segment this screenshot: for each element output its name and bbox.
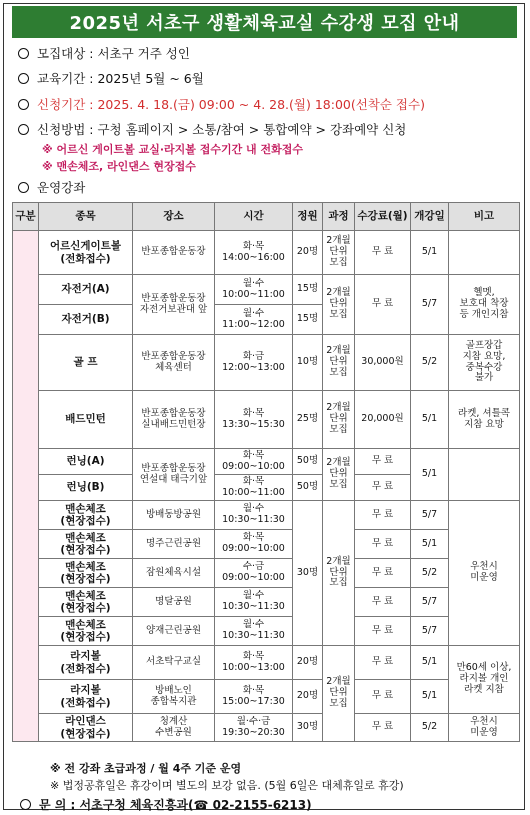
info-method: 신청방법 : 구청 홈페이지 > 소통/참여 > 통합예약 > 강좌예약 신청 [18, 120, 406, 138]
cell: 5/2 [411, 714, 449, 742]
cell: 20명 [293, 680, 323, 714]
table-row [13, 714, 520, 742]
cell: 자전거(B) [39, 305, 133, 335]
cell: 서초탁구교실 [133, 646, 215, 680]
col-header: 수강료(월) [355, 203, 411, 231]
cell: 반포종합운동장 [133, 231, 215, 275]
cell: 10명 [293, 335, 323, 391]
cell: 5/1 [411, 646, 449, 680]
table-row [13, 559, 520, 588]
cell: 5/1 [411, 530, 449, 559]
cell: 5/2 [411, 559, 449, 588]
cell: 배드민턴 [39, 391, 133, 449]
footer-note-holiday: ※ 법정공휴일은 휴강이며 별도의 보강 없음. (5월 6일은 대체휴일로 휴강) [50, 779, 404, 792]
cell: 양재근린공원 [133, 617, 215, 646]
category-cell [13, 231, 39, 742]
cell: 라인댄스 (현장접수) [39, 714, 133, 742]
cell: 잠원체육시설 [133, 559, 215, 588]
cell: 무 료 [355, 617, 411, 646]
circle-bullet-icon [18, 99, 29, 110]
cell: 월·수 10:30~11:30 [215, 588, 293, 617]
cell: 월·수 10:00~11:00 [215, 275, 293, 305]
cell: 5/1 [411, 449, 449, 501]
cell: 반포종합운동장 자전거보관대 앞 [133, 275, 215, 335]
cell: 화·목 14:00~16:00 [215, 231, 293, 275]
cell: 라지볼 (전화접수) [39, 680, 133, 714]
circle-bullet-icon [18, 124, 29, 135]
cell: 무 료 [355, 714, 411, 742]
page-title: 2025년 서초구 생활체육교실 수강생 모집 안내 [12, 6, 517, 38]
table-row [13, 449, 520, 475]
cell: 청계산 수변공원 [133, 714, 215, 742]
contact-info: 문 의 : 서초구청 체육진흥과(☎ 02-2155-6213) [20, 796, 312, 813]
col-header: 과정 [323, 203, 355, 231]
course-table [12, 202, 520, 742]
cell: 무 료 [355, 646, 411, 680]
footer-note-course: ※ 전 강좌 초급과정 / 월 4주 기준 운영 [50, 762, 242, 775]
cell: 맨손체조 (현장접수) [39, 501, 133, 530]
table-row [13, 588, 520, 617]
cell: 50명 [293, 475, 323, 501]
info-note-onsite: ※ 맨손체조, 라인댄스 현장접수 [42, 160, 196, 173]
cell: 20명 [293, 231, 323, 275]
table-row [13, 501, 520, 530]
cell: 30명 [293, 714, 323, 742]
col-header: 비고 [449, 203, 520, 231]
cell: 5/7 [411, 501, 449, 530]
cell: 25명 [293, 391, 323, 449]
cell: 무 료 [355, 231, 411, 275]
info-target: 모집대상 : 서초구 거주 성인 [18, 44, 190, 62]
cell: 맨손체조 (현장접수) [39, 617, 133, 646]
cell: 무 료 [355, 588, 411, 617]
cell: 5/7 [411, 588, 449, 617]
cell: 30,000원 [355, 335, 411, 391]
info-note-phone: ※ 어르신 게이트볼 교실·라지볼 접수기간 내 전화접수 [42, 143, 303, 156]
cell: 2개월 단위 모집 [323, 231, 355, 275]
info-apply-period: 신청기간 : 2025. 4. 18.(금) 09:00 ~ 4. 28.(월) 18:00(선착순 접수) [18, 95, 425, 113]
cell: 2개월 단위 모집 [323, 391, 355, 449]
table-row [13, 680, 520, 714]
cell: 5/7 [411, 275, 449, 335]
cell: 무 료 [355, 449, 411, 475]
cell: 2개월 단위 모집 [323, 646, 355, 742]
col-header: 종목 [39, 203, 133, 231]
cell: 우천시 미운영 [449, 501, 520, 646]
col-header: 구분 [13, 203, 39, 231]
col-header: 시간 [215, 203, 293, 231]
cell: 무 료 [355, 530, 411, 559]
info-courses: 운영강좌 [18, 178, 85, 196]
cell: 명달공원 [133, 588, 215, 617]
cell: 월·수·금 19:30~20:30 [215, 714, 293, 742]
cell: 라지볼 (전화접수) [39, 646, 133, 680]
cell: 5/7 [411, 617, 449, 646]
cell: 무 료 [355, 680, 411, 714]
cell: 헬멧, 보호대 착장 등 개인지참 [449, 275, 520, 335]
cell: 2개월 단위 모집 [323, 275, 355, 335]
cell: 월·수 10:30~11:30 [215, 617, 293, 646]
cell: 맨손체조 (현장접수) [39, 530, 133, 559]
cell: 런닝(B) [39, 475, 133, 501]
table-row [13, 617, 520, 646]
cell: 15명 [293, 305, 323, 335]
cell: 20명 [293, 646, 323, 680]
cell: 화·목 10:00~13:00 [215, 646, 293, 680]
circle-bullet-icon [20, 799, 31, 810]
cell: 2개월 단위 모집 [323, 449, 355, 501]
cell: 반포종합운동장 연설대 태극기앞 [133, 449, 215, 501]
cell: 자전거(A) [39, 275, 133, 305]
cell: 월·수 11:00~12:00 [215, 305, 293, 335]
cell: 반포종합운동장 체육센터 [133, 335, 215, 391]
cell: 어르신게이트볼 (전화접수) [39, 231, 133, 275]
cell [449, 449, 520, 501]
cell: 무 료 [355, 275, 411, 335]
cell: 화·목 13:30~15:30 [215, 391, 293, 449]
table-row [13, 275, 520, 305]
cell: 20,000원 [355, 391, 411, 449]
table-header-row [13, 203, 520, 231]
cell: 명주근린공원 [133, 530, 215, 559]
cell: 라켓, 셔틀콕 지참 요망 [449, 391, 520, 449]
cell: 화·금 12:00~13:00 [215, 335, 293, 391]
cell: 화·목 09:00~10:00 [215, 449, 293, 475]
col-header: 정원 [293, 203, 323, 231]
cell: 방배노인 종합복지관 [133, 680, 215, 714]
cell: 2개월 단위 모집 [323, 501, 355, 646]
cell: 방배동방공원 [133, 501, 215, 530]
cell: 5/1 [411, 680, 449, 714]
cell: 골 프 [39, 335, 133, 391]
cell: 무 료 [355, 559, 411, 588]
cell: 5/1 [411, 231, 449, 275]
cell: 5/1 [411, 391, 449, 449]
col-header: 장소 [133, 203, 215, 231]
cell: 무 료 [355, 501, 411, 530]
info-period: 교육기간 : 2025년 5월 ~ 6월 [18, 69, 204, 87]
col-header: 개강일 [411, 203, 449, 231]
cell: 수·금 09:00~10:00 [215, 559, 293, 588]
table-row [13, 391, 520, 449]
cell: 월·수 10:30~11:30 [215, 501, 293, 530]
table-row [13, 231, 520, 275]
table-row [13, 335, 520, 391]
cell: 반포종합운동장 실내배드민턴장 [133, 391, 215, 449]
cell: 런닝(A) [39, 449, 133, 475]
cell: 만60세 이상, 라지볼 개인 라켓 지참 [449, 646, 520, 714]
cell: 15명 [293, 275, 323, 305]
cell: 30명 [293, 501, 323, 646]
cell: 맨손체조 (현장접수) [39, 559, 133, 588]
cell [449, 231, 520, 275]
cell: 50명 [293, 449, 323, 475]
cell: 우천시 미운영 [449, 714, 520, 742]
cell: 5/2 [411, 335, 449, 391]
cell: 2개월 단위 모집 [323, 335, 355, 391]
cell: 화·목 09:00~10:00 [215, 530, 293, 559]
cell: 화·목 15:00~17:30 [215, 680, 293, 714]
cell: 화·목 10:00~11:00 [215, 475, 293, 501]
circle-bullet-icon [18, 48, 29, 59]
circle-bullet-icon [18, 182, 29, 193]
table-row [13, 646, 520, 680]
cell: 맨손체조 (현장접수) [39, 588, 133, 617]
cell: 무 료 [355, 475, 411, 501]
cell: 골프장갑 지참 요망, 중복수강 불가 [449, 335, 520, 391]
table-row [13, 530, 520, 559]
circle-bullet-icon [18, 73, 29, 84]
